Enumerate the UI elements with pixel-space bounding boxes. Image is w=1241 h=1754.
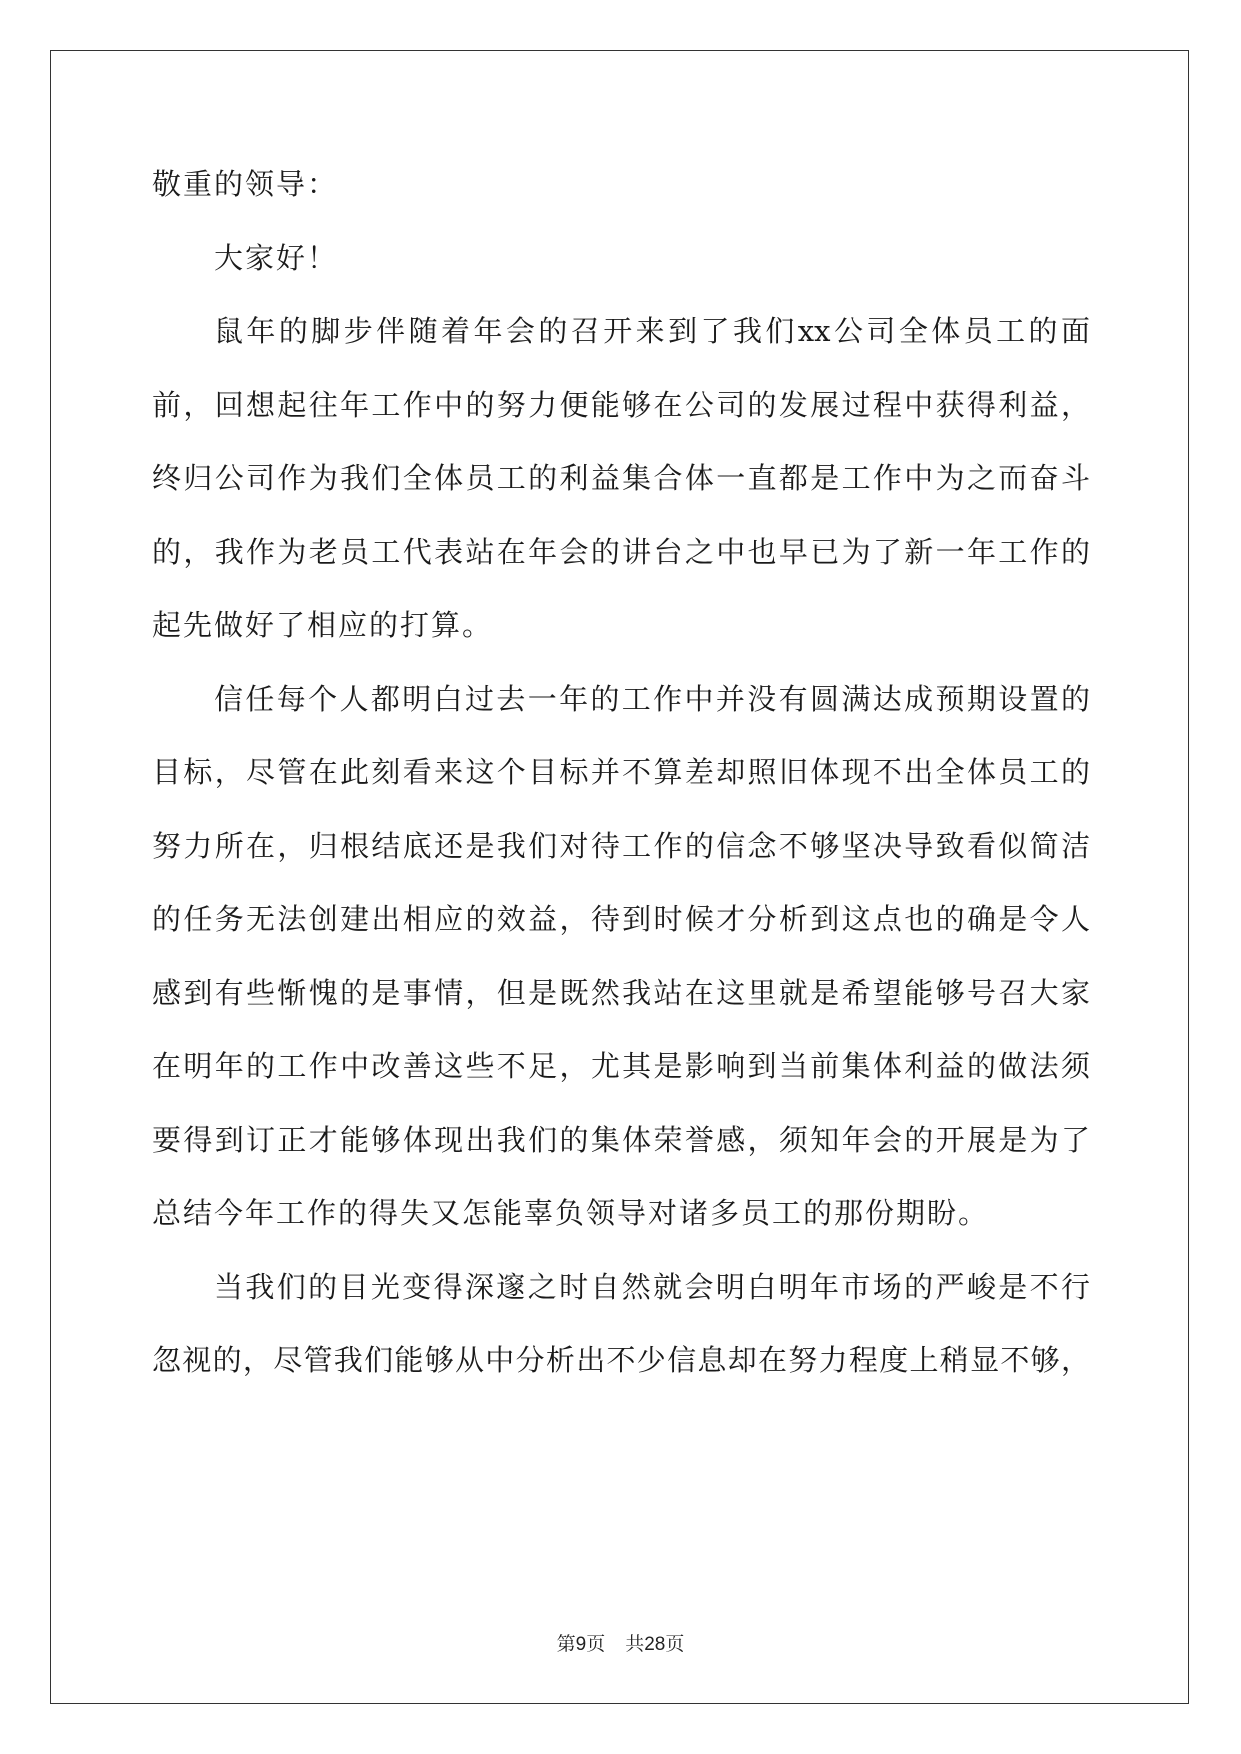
paragraph-line: 目标，尽管在此刻看来这个目标并不算差却照旧体现不出全体员工的 xyxy=(152,755,1090,789)
paragraph-line: 当我们的目光变得深邃之时自然就会明白明年市场的严峻是不行 xyxy=(214,1270,1090,1304)
paragraph-line: 忽视的，尽管我们能够从中分析出不少信息却在努力程度上稍显不够， xyxy=(152,1343,1090,1377)
paragraph-line: 的任务无法创建出相应的效益，待到时候才分析到这点也的确是令人 xyxy=(152,902,1090,936)
page-suffix: 页 xyxy=(586,1634,606,1655)
paragraph-line: 总结今年工作的得失又怎能辜负领导对诸多员工的那份期盼。 xyxy=(152,1196,990,1230)
paragraph-line: 前，回想起往年工作中的努力便能够在公司的发展过程中获得利益， xyxy=(152,388,1090,422)
paragraph-line: 努力所在，归根结底还是我们对待工作的信念不够坚决导致看似简洁 xyxy=(152,829,1090,863)
paragraph-line: 感到有些惭愧的是事情，但是既然我站在这里就是希望能够号召大家 xyxy=(152,976,1090,1010)
total-prefix: 共 xyxy=(625,1634,645,1655)
page-footer xyxy=(0,1632,1241,1658)
paragraph-line: 鼠年的脚步伴随着年会的召开来到了我们xx公司全体员工的面 xyxy=(214,314,1090,348)
total-pages: 28 xyxy=(644,1634,666,1655)
paragraph-line: 信任每个人都明白过去一年的工作中并没有圆满达成预期设置的 xyxy=(214,682,1090,716)
salutation: 敬重的领导： xyxy=(152,167,339,201)
page-number: 9 xyxy=(575,1634,587,1655)
total-suffix: 页 xyxy=(665,1634,685,1655)
paragraph-line: 在明年的工作中改善这些不足，尤其是影响到当前集体利益的做法须 xyxy=(152,1049,1090,1083)
page-border xyxy=(50,50,1189,1704)
paragraph-line: 的，我作为老员工代表站在年会的讲台之中也早已为了新一年工作的 xyxy=(152,535,1090,569)
paragraph-line: 终归公司作为我们全体员工的利益集合体一直都是工作中为之而奋斗 xyxy=(152,461,1090,495)
page-prefix: 第 xyxy=(556,1634,576,1655)
paragraph-line: 起先做好了相应的打算。 xyxy=(152,608,494,642)
paragraph-line: 要得到订正才能够体现出我们的集体荣誉感，须知年会的开展是为了 xyxy=(152,1123,1090,1157)
greeting: 大家好！ xyxy=(214,241,339,275)
